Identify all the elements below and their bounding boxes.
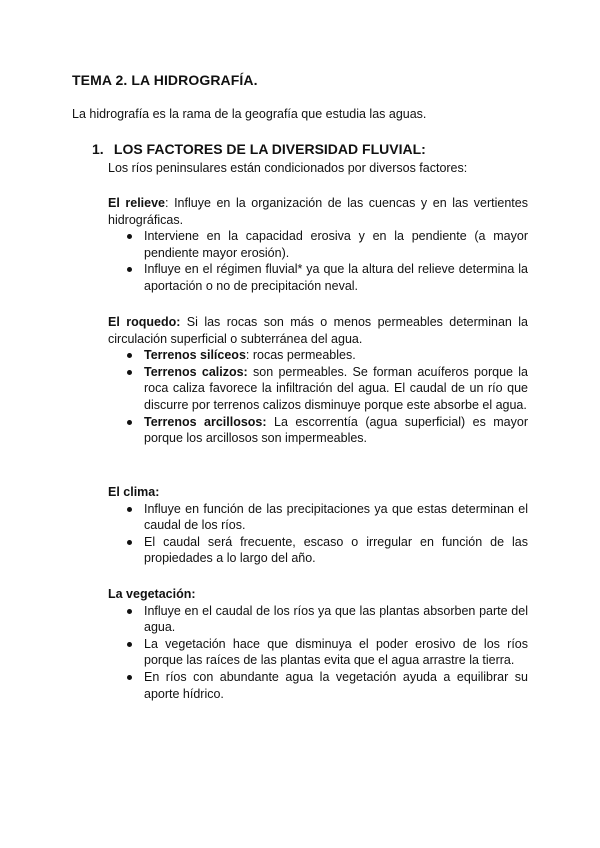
bullet-icon <box>127 353 132 358</box>
bullet-icon <box>127 642 132 647</box>
roquedo-list <box>108 347 528 447</box>
section-number: 1. <box>92 141 104 157</box>
bullet-icon <box>127 267 132 272</box>
list-item: En ríos con abundante agua la vegetación ayuda a equilibrar su aporte hídrico. <box>108 669 528 702</box>
intro-text: La hidrografía es la rama de la geografía que estudia las aguas. <box>72 107 427 121</box>
bullet-icon <box>127 540 132 545</box>
bullet-icon <box>127 420 132 425</box>
relieve-block <box>108 195 528 295</box>
bullet-icon <box>127 609 132 614</box>
relieve-paragraph <box>108 195 528 228</box>
clima-label: El clima: <box>108 485 160 499</box>
vegetacion-label: La vegetación: <box>108 587 196 601</box>
section-title: LOS FACTORES DE LA DIVERSIDAD FLUVIAL: <box>113 141 426 157</box>
roquedo-paragraph <box>108 314 528 347</box>
page-title: TEMA 2. LA HIDROGRAFÍA. <box>72 72 258 88</box>
list-item: La vegetación hace que disminuya el poder erosivo de los ríos porque las raíces de las plantas evita que el agua arrastre la tierra. <box>108 636 528 669</box>
bullet-icon <box>127 370 132 375</box>
roquedo-label: El roquedo: <box>108 315 181 329</box>
relieve-list <box>108 228 528 294</box>
clima-block <box>108 484 528 567</box>
list-item: Influye en el caudal de los ríos ya que las plantas absorben parte del agua. <box>108 603 528 636</box>
list-item: El caudal será frecuente, escaso o irregular en función de las propiedades a lo largo del año. <box>108 534 528 567</box>
bullet-icon <box>127 507 132 512</box>
relieve-text: : Influye en la organización de las cuencas y en las vertientes hidrográficas. <box>108 196 528 227</box>
clima-list <box>108 501 528 567</box>
vegetacion-block <box>108 586 528 702</box>
roquedo-block <box>108 314 528 447</box>
list-item: Terrenos arcillosos: La escorrentía (agua superficial) es mayor porque los arcillosos son impermeables. <box>108 414 528 447</box>
roquedo-text: Si las rocas son más o menos permeables determinan la circulación superficial o subterránea del agua. <box>108 315 528 346</box>
list-item: Terrenos silíceos: rocas permeables. <box>108 347 528 364</box>
vegetacion-list <box>108 603 528 703</box>
section-heading <box>92 141 426 157</box>
bullet-icon <box>127 234 132 239</box>
list-item: Interviene en la capacidad erosiva y en la pendiente (a mayor pendiente mayor erosión). <box>108 228 528 261</box>
relieve-label: El relieve <box>108 196 166 210</box>
bullet-icon <box>127 675 132 680</box>
list-item: Terrenos calizos: son permeables. Se forman acuíferos porque la roca caliza favorece la infiltración del agua. El caudal de un río que discurre por terrenos calizos disminuye porque este absorbe el agua. <box>108 364 528 414</box>
list-item: Influye en el régimen fluvial* ya que la altura del relieve determina la aportación o no de precipitación neval. <box>108 261 528 294</box>
list-item: Influye en función de las precipitaciones ya que estas determinan el caudal de los ríos. <box>108 501 528 534</box>
section-subtitle: Los ríos peninsulares están condicionados por diversos factores: <box>108 161 468 175</box>
